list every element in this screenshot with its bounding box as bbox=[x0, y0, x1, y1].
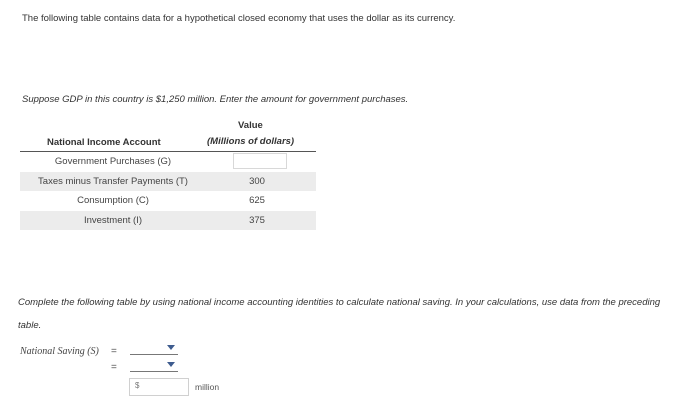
row-label: Consumption (C) bbox=[77, 195, 149, 206]
national-saving-input[interactable] bbox=[129, 378, 189, 396]
row-label: Investment (I) bbox=[83, 214, 143, 226]
row-value: 300 bbox=[249, 175, 265, 187]
chevron-down-icon bbox=[167, 362, 175, 367]
income-table bbox=[20, 115, 316, 230]
government-purchases-input[interactable] bbox=[233, 153, 287, 169]
row-label: Government Purchases (G) bbox=[54, 156, 172, 167]
unit-label: million bbox=[195, 382, 220, 392]
formula-dropdown-1[interactable] bbox=[130, 344, 178, 355]
row-label: Taxes minus Transfer Payments (T) bbox=[38, 175, 188, 187]
prompt-text: Suppose GDP in this country is $1,250 million. Enter the amount for government purchases. bbox=[22, 94, 409, 105]
instructions-text: Complete the following table by using national income accounting identities to calculate national saving. In your calculations, use data from the preceding table. bbox=[18, 297, 661, 331]
equals-sign: = bbox=[111, 362, 117, 373]
currency-symbol: $ bbox=[135, 381, 140, 390]
table-row-consumption bbox=[20, 191, 316, 211]
formula-dropdown-2[interactable] bbox=[130, 361, 178, 372]
chevron-down-icon bbox=[167, 345, 175, 350]
national-saving-label: National Saving (S) bbox=[20, 346, 99, 357]
header-value: Value bbox=[238, 120, 263, 131]
table-row-taxes bbox=[20, 172, 316, 192]
table-header bbox=[20, 115, 316, 152]
intro-text: The following table contains data for a hypothetical closed economy that uses the dollar as its currency. bbox=[22, 13, 456, 24]
row-value: 625 bbox=[249, 195, 265, 206]
header-account: National Income Account bbox=[47, 137, 161, 148]
header-value-units: (Millions of dollars) bbox=[207, 136, 295, 147]
row-value: 375 bbox=[249, 214, 265, 226]
table-row-investment bbox=[20, 211, 316, 231]
equals-sign: = bbox=[111, 346, 117, 357]
table-row-government bbox=[20, 152, 316, 172]
